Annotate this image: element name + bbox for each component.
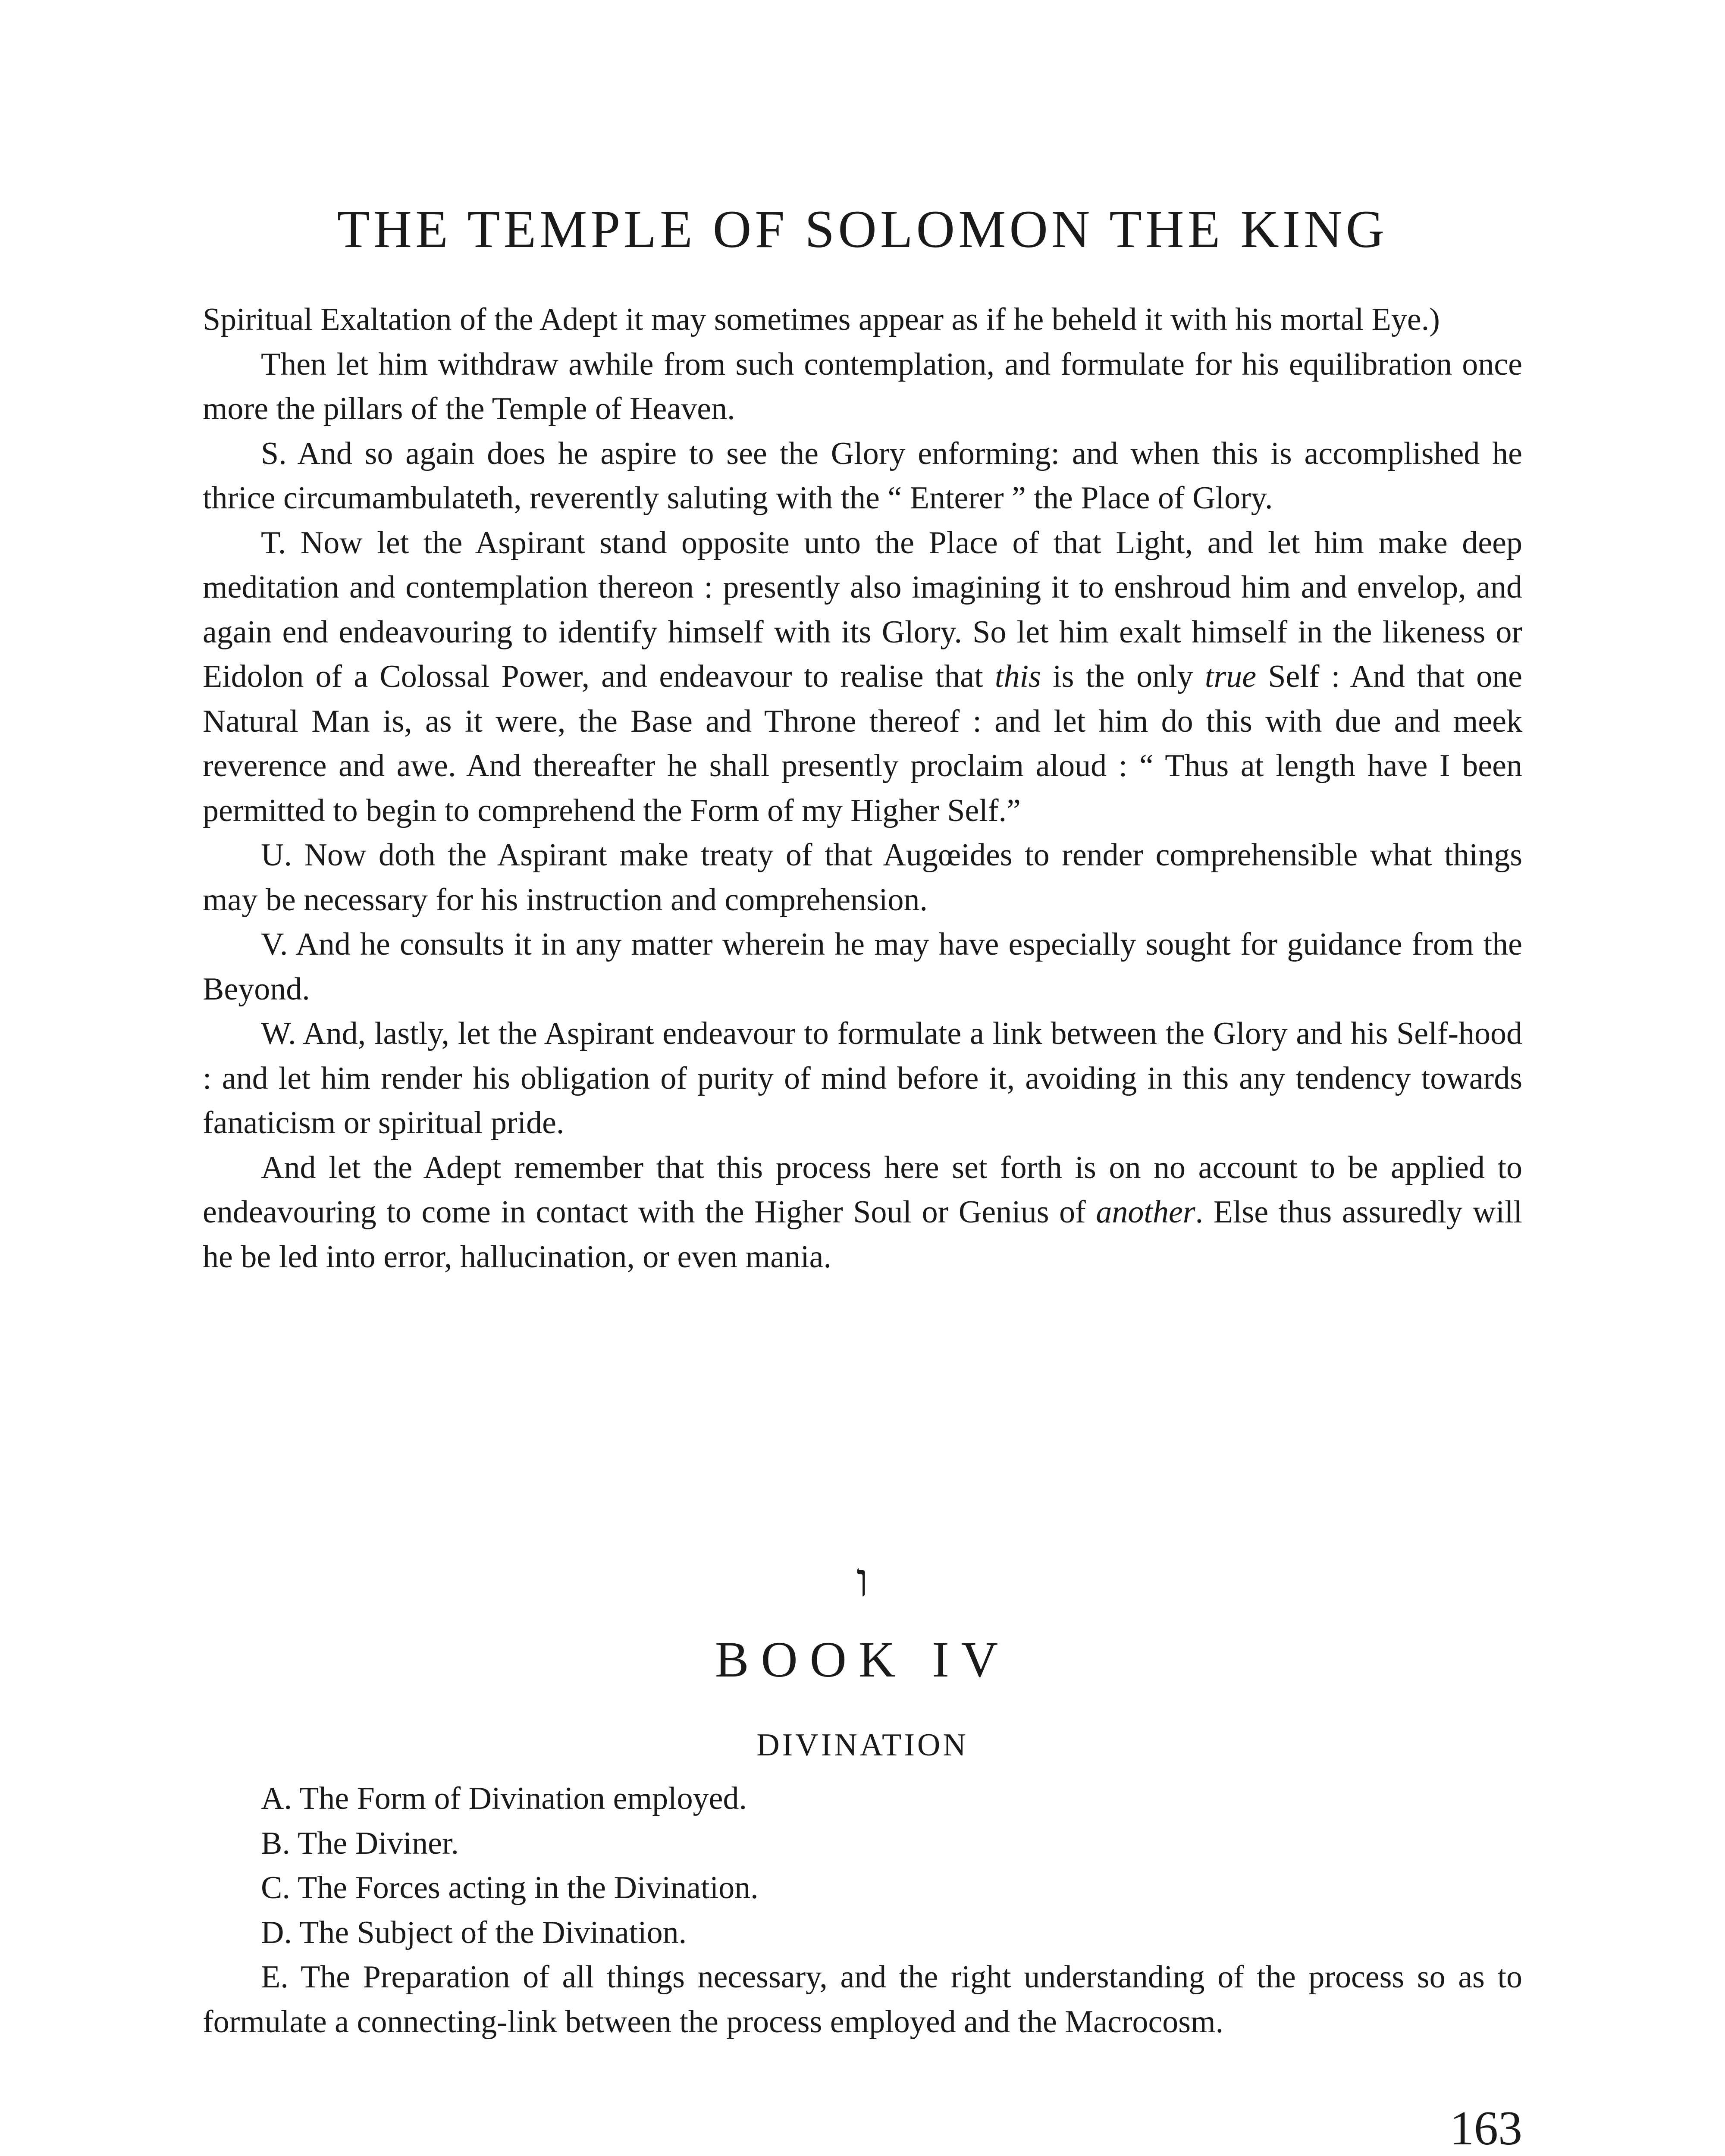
paragraph-t-part2: is the only (1041, 659, 1205, 694)
outline-item: A. The Form of Divination employed. (261, 1781, 747, 1816)
outline-item: B. The Diviner. (261, 1825, 459, 1861)
outline-item: E. The Preparation of all things necessary, and the right understanding of the process so as to formulate a connecting-link between the process employed and the Macrocosm. (203, 1959, 1522, 2040)
body-text (203, 298, 1522, 1279)
closing-part2: . Else thus assuredly will he be led into error, hallucination, or even mania. (203, 1194, 1522, 1275)
paragraph-w: W. And, lastly, let the Aspirant endeavour to formulate a link between the Glory and his Self-hood : and let him render his obligation of purity of mind before it, avoiding in this any tendency towards fanaticism or spiritual pride. (203, 1016, 1522, 1141)
divination-outline (203, 1777, 1522, 2044)
book-subtitle: DIVINATION (756, 1727, 969, 1763)
page-number: 163 (1450, 2102, 1522, 2155)
paragraph-closing (203, 1146, 1522, 1280)
running-head: THE TEMPLE OF SOLOMON THE KING (337, 200, 1388, 259)
closing-part1: And let the Adept remember that this process here set forth is on no account to be applied to endeavouring to come in contact with the Higher Soul or Genius of (203, 1150, 1522, 1230)
outline-item: D. The Subject of the Divination. (261, 1915, 687, 1950)
emphasis-another: another (1096, 1194, 1195, 1230)
paragraph-s: S. And so again does he aspire to see the Glory enforming: and when this is accomplished he thrice circumambulateth, reverently saluting with the “ Enterer ” the Place of Glory. (203, 436, 1522, 516)
outline-item: C. The Forces acting in the Divination. (261, 1870, 759, 1905)
paragraph-withdraw: Then let him withdraw awhile from such contemplation, and formulate for his equilibration once more the pillars of the Temple of Heaven. (203, 346, 1522, 426)
emphasis-this: this (994, 659, 1041, 694)
paragraph-continued: Spiritual Exaltation of the Adept it may sometimes appear as if he beheld it with his mortal Eye.) (203, 302, 1440, 337)
paragraph-t (203, 521, 1522, 834)
hebrew-letter-vav: ו (856, 1554, 869, 1607)
paragraph-u: U. Now doth the Aspirant make treaty of that Augœides to render comprehensible what things may be necessary for his instruction and comprehension. (203, 837, 1522, 918)
emphasis-true: true (1204, 659, 1257, 694)
paragraph-t-part3: Self : And that one Natural Man is, as it were, the Base and Throne thereof : and let him do this with due and meek reverence and awe. And thereafter he shall presently proclaim aloud : “ Thus at length have I been permitted to begin to comprehend the Form of my Higher Self.” (203, 659, 1523, 828)
paragraph-v: V. And he consults it in any matter wherein he may have especially sought for guidance from the Beyond. (203, 927, 1522, 1007)
book-title: BOOK IV (715, 1631, 1010, 1688)
paragraph-t-part1: T. Now let the Aspirant stand opposite unto the Place of that Light, and let him make deep meditation and contemplation thereon : presently also imagining it to enshroud him and envelop, and again end endeavouring to identify himself with its Glory. So let him exalt himself in the likeness or Eidolon of a Colossal Power, and endeavour to realise that (203, 525, 1522, 694)
